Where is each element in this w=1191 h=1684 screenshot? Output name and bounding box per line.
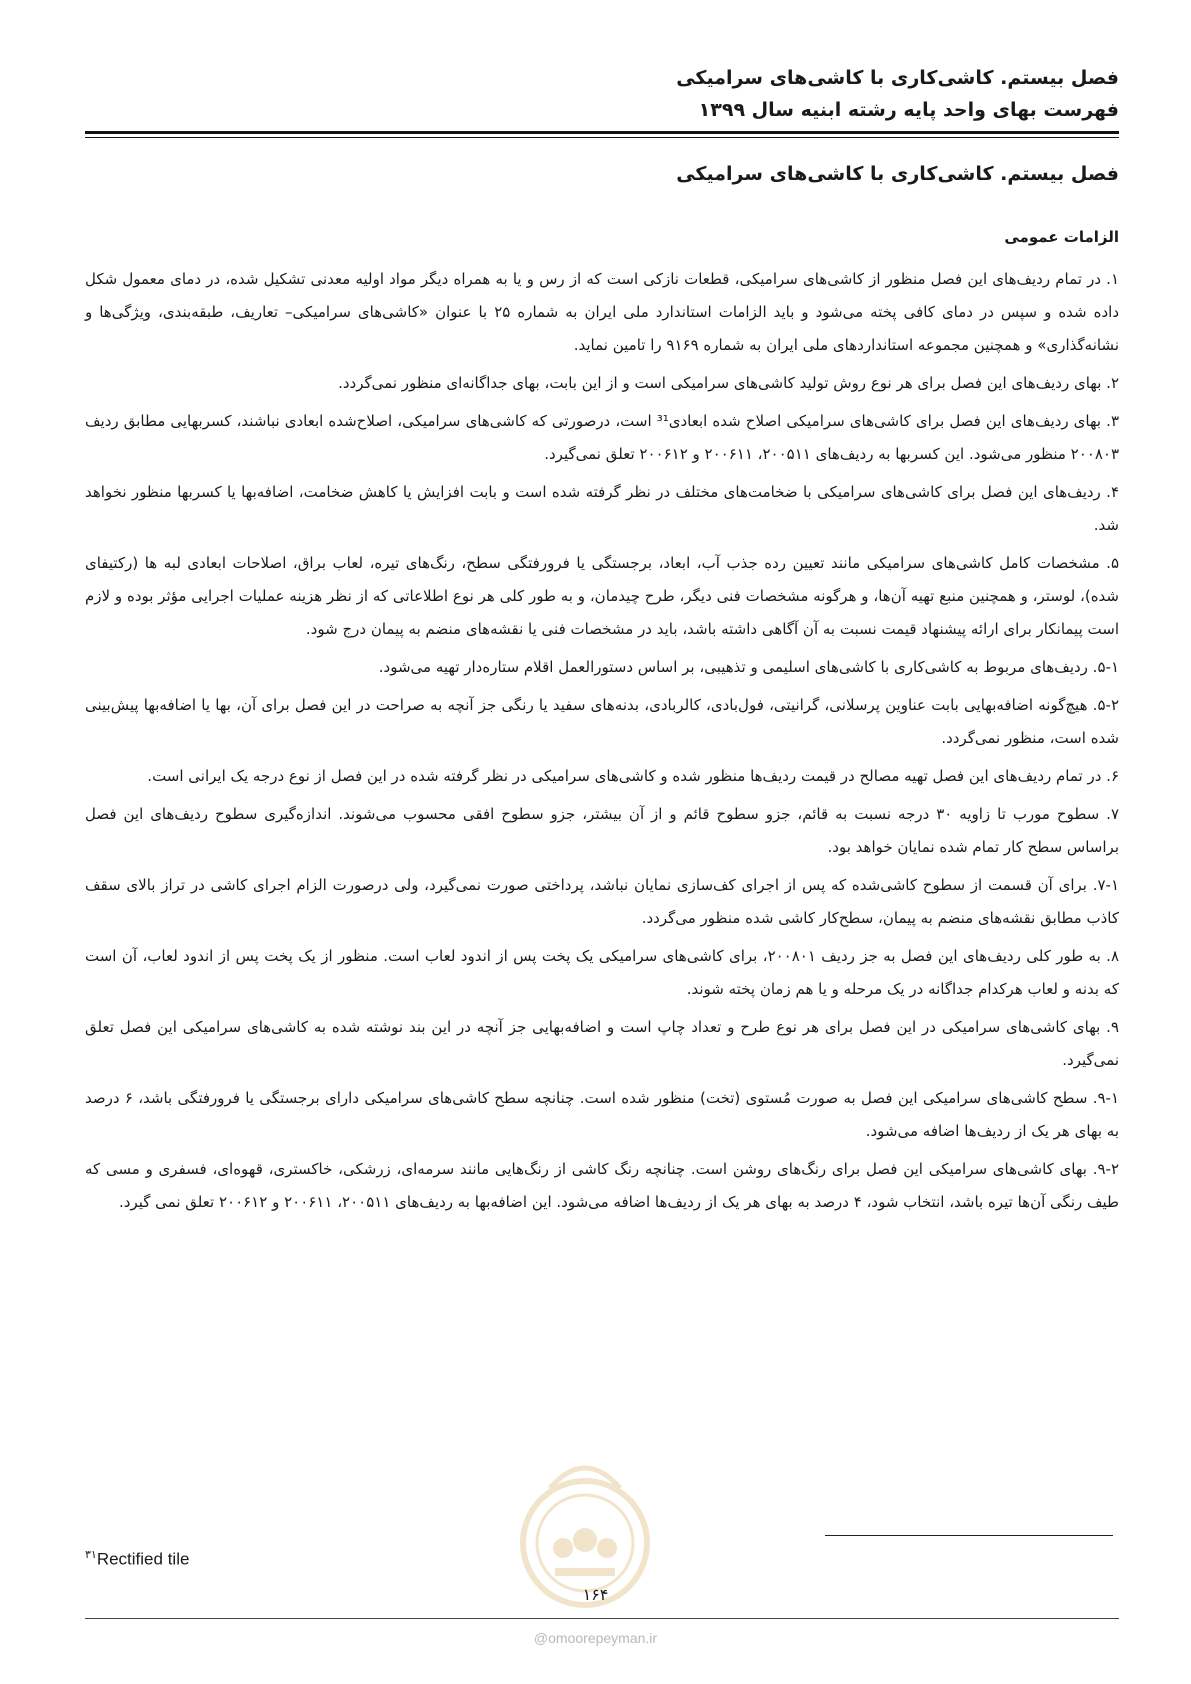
paragraph-9-2: ۹-۲. بهای کاشی‌های سرامیکی این فصل برای رنگ‌های روشن است. چنانچه رنگ کاشی از رنگ‌هایی مانند سرمه‌ای، زرشکی، خاکستری، قهوه‌ای، فسفری و مسی که طیف رنگی آن‌ها تیره باشد، انتخاب شود، ۴ درصد به بهای هر یک از ردیف‌ها اضافه می‌شود. این اضافه‌بها به ردیف‌های ۲۰۰۵۱۱، ۲۰۰۶۱۱ و ۲۰۰۶۱۲ تعلق نمی گیرد. bbox=[85, 1160, 1119, 1211]
footnote-text: Rectified tile bbox=[96, 1549, 190, 1569]
body-text bbox=[85, 263, 1119, 1224]
footer-divider bbox=[85, 1618, 1119, 1619]
header-divider-thick bbox=[85, 131, 1119, 134]
header-chapter-line: فصل بیستم. کاشی‌کاری با کاشی‌های سرامیکی bbox=[676, 67, 1119, 89]
paragraph-5-1: ۵-۱. ردیف‌های مربوط به کاشی‌کاری با کاشی‌های اسلیمی و تذهیبی، بر اساس دستورالعمل اقلام ستاره‌دار تهیه می‌شود. bbox=[378, 658, 1119, 676]
paragraph-8: ۸. به طور کلی ردیف‌های این فصل به جز ردیف ۲۰۰۸۰۱، برای کاشی‌های سرامیکی یک پخت پس از اندود لعاب است. منظور از یک پخت پس از اندود لعاب، آن است که بدنه و لعاب هرکدام جداگانه در یک مرحله و یا هم زمان پخته شوند. bbox=[85, 947, 1119, 998]
header-book-line: فهرست بهای واحد پایه رشته ابنیه سال ۱۳۹۹ bbox=[698, 99, 1119, 121]
paragraph-7-1: ۷-۱. برای آن قسمت از سطوح کاشی‌شده که پس از اجرای کف‌سازی نمایان نباشد، پرداختی صورت نمی‌گیرد، ولی درصورت الزام اجرای کاشی در تراز بالای سقف کاذب مطابق نقشه‌های منضم به پیمان، سطح‌کار کاشی شده منظور می‌گردد. bbox=[85, 876, 1119, 927]
paragraph-6: ۶. در تمام ردیف‌های این فصل تهیه مصالح در قیمت ردیف‌ها منظور شده و کاشی‌های سرامیکی در نظر گرفته شده در این فصل از نوع درجه یک ایرانی است. bbox=[147, 767, 1119, 785]
paragraph-9-1: ۹-۱. سطح کاشی‌های سرامیکی این فصل به صورت مُستوی (تخت) منظور شده است. چنانچه سطح کاشی‌های سرامیکی دارای برجستگی یا فرورفتگی باشد، ۶ درصد به بهای هر یک از ردیف‌ها اضافه می‌شود. bbox=[85, 1089, 1119, 1140]
watermark-url: @omoorepeyman.ir bbox=[533, 1630, 658, 1646]
paragraph-3: ۳. بهای ردیف‌های این فصل برای کاشی‌های سرامیکی اصلاح شده ابعادی³¹ است، درصورتی که کاشی‌های سرامیکی، اصلاح‌شده ابعادی نباشند، کسربهایی مطابق ردیف ۲۰۰۸۰۳ منظور می‌شود. این کسربها به ردیف‌های ۲۰۰۵۱۱، ۲۰۰۶۱۱ و ۲۰۰۶۱۲ تعلق نمی‌گیرد. bbox=[85, 412, 1119, 463]
paragraph-7: ۷. سطوح مورب تا زاویه ۳۰ درجه نسبت به قائم، جزو سطوح قائم و از آن بیشتر، جزو سطوح افقی محسوب می‌شوند. اندازه‌گیری سطوح ردیف‌های این فصل براساس سطح کار تمام شده نمایان خواهد بود. bbox=[85, 805, 1119, 856]
section-title: الزامات عمومی bbox=[1004, 228, 1119, 246]
footnote bbox=[85, 1548, 189, 1570]
paragraph-9: ۹. بهای کاشی‌های سرامیکی در این فصل برای هر نوع طرح و تعداد چاپ است و اضافه‌بهایی جز آنچه در این بند نوشته شده به کاشی‌های سرامیکی این فصل تعلق نمی‌گیرد. bbox=[85, 1018, 1119, 1069]
paragraph-4: ۴. ردیف‌های این فصل برای کاشی‌های سرامیکی با ضخامت‌های مختلف در نظر گرفته شده است و بابت افزایش یا کاهش ضخامت، اضافه‌بها یا کسربها منظور نخواهد شد. bbox=[85, 483, 1119, 534]
page-number: ۱۶۴ bbox=[582, 1585, 609, 1604]
footnote-divider bbox=[825, 1535, 1113, 1536]
footnote-marker: ۳۱ bbox=[85, 1549, 97, 1561]
paragraph-5-2: ۵-۲. هیچ‌گونه اضافه‌بهایی بابت عناوین پرسلانی، گرانیتی، فول‌بادی، کالربادی، بدنه‌های سفید یا رنگی جز آنچه به صراحت در این فصل برای آن، بها یا اضافه‌بها پیش‌بینی شده است، منظور نمی‌گردد. bbox=[85, 696, 1119, 747]
chapter-title: فصل بیستم. کاشی‌کاری با کاشی‌های سرامیکی bbox=[676, 163, 1119, 185]
header-divider-thin bbox=[85, 137, 1119, 138]
paragraph-2: ۲. بهای ردیف‌های این فصل برای هر نوع روش تولید کاشی‌های سرامیکی است و از این بابت، بهای جداگانه‌ای منظور نمی‌گردد. bbox=[338, 374, 1119, 392]
paragraph-5: ۵. مشخصات کامل کاشی‌های سرامیکی مانند تعیین رده جذب آب، ابعاد، برجستگی یا فرورفتگی سطح، رنگ‌های تیره، لعاب براق، اصلاحات ابعادی لبه ها (رکتیفای شده)، لوستر، و همچنین منبع تهیه آن‌ها، و هرگونه مشخصات فنی دیگر، طرح چیدمان، و به طور کلی هر نوع اطلاعاتی که از نظر هزینه عملیات اجرایی مؤثر بوده و لازم است پیمانکار برای ارائه پیشنهاد قیمت نسبت به آن آگاهی داشته باشد، باید در مشخصات فنی یا نقشه‌های منضم به پیمان درج شود. bbox=[85, 554, 1119, 638]
paragraph-1: ۱. در تمام ردیف‌های این فصل منظور از کاشی‌های سرامیکی، قطعات نازکی است که از رس و یا به همراه دیگر مواد اولیه معدنی تشکیل شده، در دمای معمول شکل داده شده و سپس در دمای کافی پخته می‌شود و باید الزامات استاندارد ملی ایران به شماره ۲۵ با عنوان «کاشی‌های سرامیکی– تعاریف، طبقه‌بندی، ویژگی‌ها و نشانه‌گذاری» و همچنین مجموعه استانداردهای ملی ایران به شماره ۹۱۶۹ را تامین نماید. bbox=[85, 270, 1119, 354]
page-header bbox=[85, 62, 1119, 126]
